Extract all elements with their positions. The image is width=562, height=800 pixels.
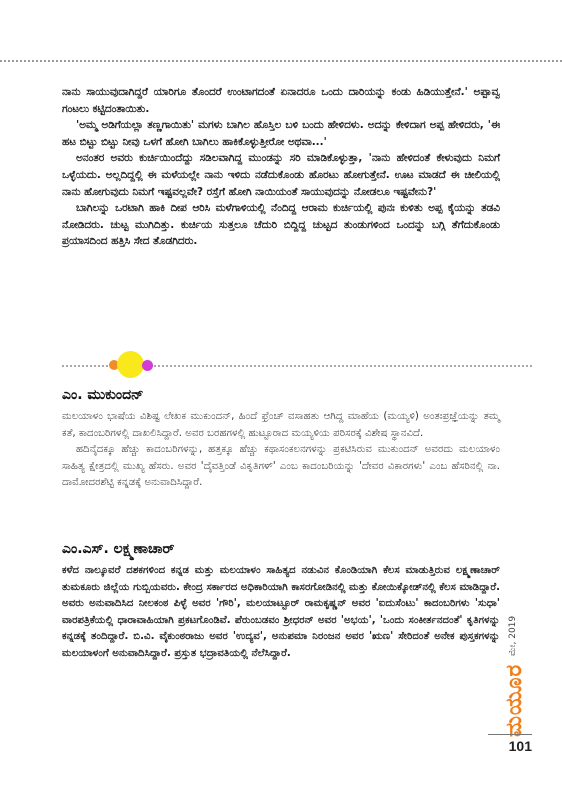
bio-paragraph: ಕಳೆದ ನಾಲ್ಕೂವರೆ ದಶಕಗಳಿಂದ ಕನ್ನಡ ಮತ್ತು ಮಲಯಾಳಂ ಸಾಹಿತ್ಯದ ನಡುವಿನ ಕೊಂಡಿಯಾಗಿ ಕೆಲಸ ಮಾಡುತ್ತಿರುವ ಲಕ್ಷ್ಮಣಾಚಾರ್ ತುಮಕೂರು ಜಿಲ್ಲೆಯ ಗುಬ್ಬಿಯವರು. ಕೇಂದ್ರ ಸರ್ಕಾರದ ಅಧಿಕಾರಿಯಾಗಿ ಕಾಸರಗೋಡಿನಲ್ಲಿ ಮತ್ತು ಕೋಯಿಕ್ಕೋಡ್‌ನಲ್ಲಿ ಕೆಲಸ ಮಾಡಿದ್ದಾರೆ. ಅವರು ಅನುವಾದಿಸಿದ ನೀಲಕಂಠ ಪಿಳ್ಳೆ ಅವರ 'ಗೌರಿ', ಮಲಯಾಟ್ಟೂರ್ ರಾಮಕೃಷ್ಣನ್ ಅವರ 'ಐದುಸೆಂಟು' ಕಾದಂಬರಿಗಳು 'ಸುಧಾ' ವಾರಪತ್ರಿಕೆಯಲ್ಲಿ ಧಾರಾವಾಹಿಯಾಗಿ ಪ್ರಕಟಗೊಂಡಿವೆ. ಪೆರುಂಬಡವಂ ಶ್ರೀಧರನ್ ಅವರ 'ಅಭಯ', 'ಒಂದು ಸಂಕೀರ್ತನದಂತೆ' ಕೃತಿಗಳನ್ನು ಕನ್ನಡಕ್ಕೆ ತಂದಿದ್ದಾರೆ. ಬಿ.ವಿ. ವೈಕುಂಠರಾಜು ಅವರ 'ಉದ್ಯವ', ಅನುಪಮಾ ನಿರಂಜನ ಅವರ 'ಋಣ' ಸೇರಿದಂತೆ ಅನೇಕ ಪುಸ್ತಕಗಳನ್ನು ಮಲಯಾಳಂಗೆ ಅನುವಾದಿಸಿದ್ದಾರೆ. ಪ್ರಸ್ತುತ ಭದ್ರಾವತಿಯಲ್ಲಿ ನೆಲೆಸಿದ್ದಾರೆ.	[62, 565, 500, 659]
translator-name-heading: ಎಂ.ಎಸ್. ಲಕ್ಷ್ಮಣಾಚಾರ್	[62, 541, 175, 557]
top-dotted-rule	[0, 60, 562, 62]
story-paragraph: ನಾನು ಸಾಯುವುದಾಗಿದ್ದರೆ ಯಾರಿಗೂ ತೊಂದರೆ ಉಂಟಾಗದಂತೆ ಏನಾದರೂ ಒಂದು ದಾರಿಯನ್ನು ಕಂಡು ಹಿಡಿಯುತ್ತೇನೆ.' ಅಪ್ಪಾವ್ವ ಗಂಟಲು ಕಟ್ಟಿದಂತಾಯಿತು.	[62, 86, 500, 115]
author-bio-body	[62, 409, 500, 492]
story-paragraph: ಬಾಗಿಲನ್ನು ಒರಟಾಗಿ ಹಾಕಿ ದೀಪ ಆರಿಸಿ ಮಳೆಗಾಳಿಯಲ್ಲಿ ನೆಂದಿದ್ದ ಆರಾಮ ಕುರ್ಚಿಯಲ್ಲಿ ಪುನಃ ಕುಳಿತು ಅಪ್ಪ ಕೈಯನ್ನು ತಡವಿ ನೋಡಿದರು. ಚುಟ್ಟ ಮುಗಿದಿತ್ತು. ಕುರ್ಚಿಯ ಸುತ್ತಲೂ ಚೆದುರಿ ಬಿದ್ದಿದ್ದ ಚುಟ್ಟದ ತುಂಡುಗಳಿಂದ ಒಂದನ್ನು ಬಗ್ಗಿ ತೆಗೆದುಕೊಂಡು ಪ್ರಯಾಸದಿಂದ ಹತ್ತಿಸಿ ಸೇದ ತೊಡಗಿದರು.	[62, 202, 500, 248]
page-number-rule	[488, 734, 532, 735]
story-paragraph: 'ಅಮ್ಮ ಅಡಿಗೆಯಲ್ಲಾ ತಣ್ಣಗಾಯಿತು' ಮಗಳು ಬಾಗಿಲ ಹೊಸ್ತಿಲ ಬಳಿ ಬಂದು ಹೇಳಿದಳು. ಅದನ್ನು ಕೇಳಿದಾಗ ಅಪ್ಪ ಹೇಳಿದರು, 'ಈ ಹಟ ಬಿಟ್ಟು ಬಿಟ್ಟು ನೀವು ಒಳಗೆ ಹೋಗಿ ಬಾಗಿಲು ಹಾಕಿಕೊಳ್ಳುತ್ತೀರೋ ಅಥವಾ...'	[62, 119, 500, 148]
magenta-dot-ornament	[142, 360, 153, 371]
bio-paragraph: ಹದಿನೈದಕ್ಕೂ ಹೆಚ್ಚು ಕಾದಂಬರಿಗಳನ್ನು, ಹತ್ತಕ್ಕೂ ಹೆಚ್ಚು ಕಥಾಸಂಕಲನಗಳನ್ನು ಪ್ರಕಟಿಸಿರುವ ಮುಕುಂದನ್ ಅವರದು ಮಲಯಾಳಂ ಸಾಹಿತ್ಯ ಕ್ಷೇತ್ರದಲ್ಲಿ ಮುಖ್ಯ ಹೆಸರು. ಅವರ 'ದೈವತ್ತಿಂಡೆ ವಿಕೃತಿಗಳ್' ಎಂಬ ಕಾದಂಬರಿಯನ್ನು 'ದೇವರ ವಿಕಾರಗಳು' ಎಂಬ ಹೆಸರಿನಲ್ಲಿ ನಾ. ದಾಮೋದರಶೆಟ್ಟಿ ಕನ್ನಡಕ್ಕೆ ಅನುವಾದಿಸಿದ್ದಾರೆ.	[62, 444, 500, 489]
section-divider	[62, 350, 532, 380]
author-name-heading: ಎಂ. ಮುಕುಂದನ್	[62, 387, 144, 403]
translator-bio-lakshmanachar	[62, 540, 500, 663]
page-number: 101	[508, 738, 532, 754]
translator-bio-body	[62, 563, 500, 663]
story-paragraph: ಅನಂತರ ಅವರು ಕುರ್ಚಿಯಿಂದೆದ್ದು ಸಡಿಲವಾಗಿದ್ದ ಮುಂಡನ್ನು ಸರಿ ಮಾಡಿಕೊಳ್ಳುತ್ತಾ, 'ನಾನು ಹೇಳಿದಂತೆ ಕೇಳುವುದು ನಿಮಗೆ ಒಳ್ಳೆಯದು. ಅಲ್ಲದಿದ್ದಲ್ಲಿ ಈ ಮಳೆಯಲ್ಲೇ ನಾನು ಇಳಿದು ನಡೆದುಕೊಂಡು ಹೊರಟು ಹೋಗುತ್ತೇನೆ. ಊಟ ಮಾಡದೆ ಈ ಚೀಲಿಯಲ್ಲಿ ನಾನು ಹೋಗುವುದು ನಿಮಗೆ ಇಷ್ಟವಲ್ಲವೇ? ರಸ್ತೆಗೆ ಹೋಗಿ ನಾಯಿಯಂತೆ ಸಾಯುವುದನ್ನು ನೋಡಲೂ ಇಷ್ಟವೇನು?'	[62, 152, 500, 198]
bio-paragraph: ಮಲಯಾಳಂ ಭಾಷೆಯ ವಿಶಿಷ್ಟ ಲೇಖಕ ಮುಕುಂದನ್, ಹಿಂದೆ ಫ್ರೆಂಚ್ ವಸಾಹತು ಆಗಿದ್ದ ಮಾಹೆಯ (ಮಯ್ಯಳಿ) ಅಂತಃಪ್ರಜ್ಞೆಯನ್ನು ತಮ್ಮ ಕತೆ, ಕಾದಂಬರಿಗಳಲ್ಲಿ ದಾಖಲಿಸಿದ್ದಾರೆ. ಅವರ ಬರಹಗಳಲ್ಲಿ ಹುಟ್ಟೂರಾದ ಮಯ್ಯಳಿಯ ಪರಿಸರಕ್ಕೆ ವಿಶೇಷ ಸ್ಥಾನವಿದೆ.	[62, 411, 500, 439]
issue-date: ಮೇ, 2019	[508, 615, 518, 656]
yellow-dot-ornament	[117, 351, 144, 378]
author-bio-mukundan	[62, 386, 500, 492]
story-excerpt	[62, 84, 500, 250]
magazine-logo: ಮಯೂರ	[502, 663, 527, 737]
